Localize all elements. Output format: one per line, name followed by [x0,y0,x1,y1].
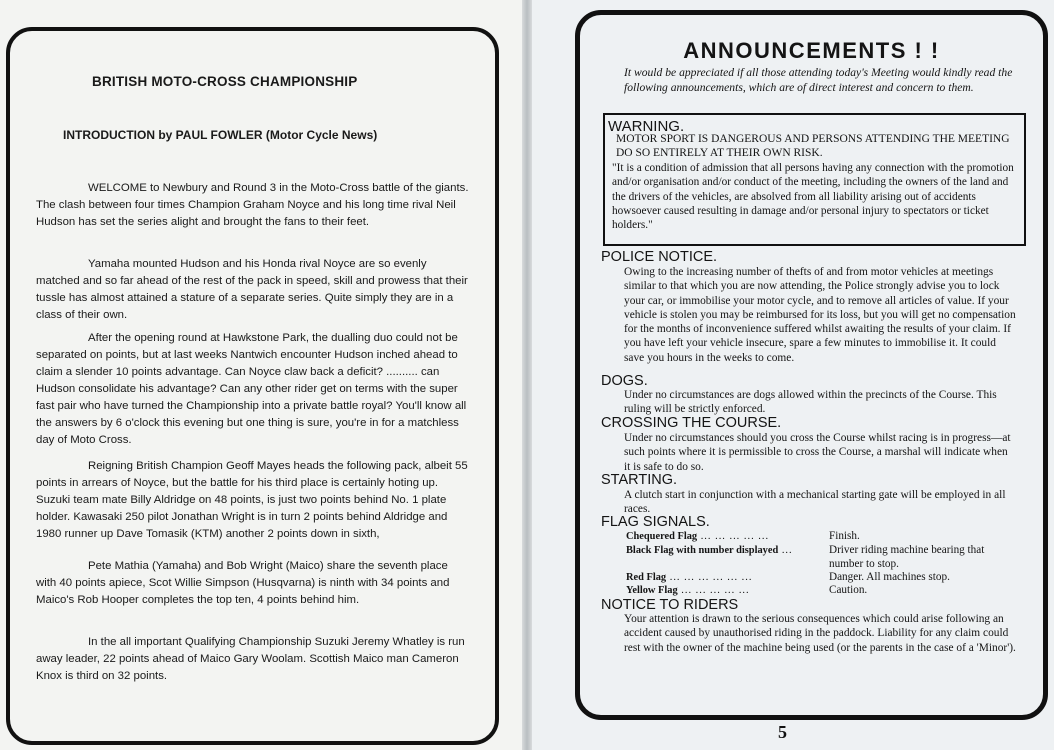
introduction-heading: INTRODUCTION by PAUL FOWLER (Motor Cycle News) [63,128,378,142]
police-notice-body: Owing to the increasing number of thefts of and from motor vehicles at meetings similar to that which you are now attending, the Police strongly advise you to lock your car, or immobilise your motor cycle, and to remove all articles of value. If your vehicle is stolen you may be reimbursed for its loss, but you will get no compensation for the months of inconvenience suffered whilst awaiting the results of your claim. If you have left your vehicle insecure, spare a few minutes to immobilise it. It could save you hours in the weeks to come. [624,266,1016,364]
crossing-body: Under no circumstances should you cross the Course whilst racing is in progress—at such points where it is permissible to cross the Course, a marshal will indicate when it is safe to do so. [624,432,1011,473]
intro-paragraph-2: Yamaha mounted Hudson and his Honda rival Noyce are so evenly matched and so far ahead of the rest of the pack in speed, skill and prowess that their tussle has almost attained a stature of a separate series. Quite simply they are in a class of their own. [36,258,468,321]
flag-meaning: Caution. [829,584,868,596]
flag-name: Yellow Flag ... ... ... ... ... [626,585,750,596]
starting-heading: STARTING. [601,472,677,488]
dogs-heading: DOGS. [601,373,648,389]
flag-signals-heading: FLAG SIGNALS. [601,514,710,530]
flag-name: Black Flag with number displayed ... [626,545,793,556]
warning-heading: WARNING. [608,118,685,135]
intro-paragraph-3: After the opening round at Hawkstone Park, the dualling duo could not be separated on points, but at last weeks Nantwich encounter Hudson inched ahead to claim a slender 10 points advantage. Can Noyce claw back a deficit? .......... can Hudson consolidate his advantage? Can any other rider get on terms with the super fast pair who have turned the Championship into a private battle royal? You'll know all the answers by 6 o'clock this evening but one thing is sure, you're in for a matchless day of Moto Cross. [36,332,467,446]
flag-meaning: Finish. [829,530,860,542]
intro-paragraph-4: Reigning British Champion Geoff Mayes heads the following pack, albeit 55 points in arrears of Noyce, but the battle for his third place is certainly hoting up. Suzuki team mate Billy Aldridge on 48 points, is just two points behind No. 1 plate holder. Kawasaki 250 pilot Jonathan Wright is in turn 2 points behind Aldridge and 1980 runner up Dave Tomasik (KTM) another 2 points down in sixth, [36,460,468,540]
championship-title: BRITISH MOTO-CROSS CHAMPIONSHIP [92,74,358,89]
starting-body: A clutch start in conjunction with a mechanical starting gate will be employed in all races. [624,489,1006,516]
notice-to-riders-heading: NOTICE TO RIDERS [601,597,739,613]
intro-paragraph-6: In the all important Qualifying Championship Suzuki Jeremy Whatley is run away leader, 22 points ahead of Maico Gary Woolam. Scottish Maico man Cameron Knox is third on 32 points. [36,636,465,682]
book-spine [522,0,532,750]
dogs-body: Under no circumstances are dogs allowed within the precincts of the Course. This ruling will be strictly enforced. [624,389,997,416]
flag-meaning: Driver riding machine bearing that number to stop. [829,544,985,570]
flag-name: Red Flag ... ... ... ... ... ... [626,572,753,583]
announcements-title: ANNOUNCEMENTS ! ! [683,38,940,63]
intro-paragraph-5: Pete Mathia (Yamaha) and Bob Wright (Maico) share the seventh place with 40 points apiece, Scot Willie Simpson (Husqvarna) is ninth with 34 points and Maico's Rob Hooper completes the top ten, 4 points behind him. [36,560,450,606]
warning-condition: "It is a condition of admission that all persons having any connection with the promotion and/or organisation and/or conduct of the meeting, including the owners of the land and the drivers of the vehicles, are absolved from all liability arising out of accidents howsoever caused resulting in damage and/or personal injury to spectators or ticket holders." [612,162,1014,232]
page-number: 5 [778,722,787,742]
announcements-intro: It would be appreciated if all those attending today's Meeting would kindly read the following announcements, which are of direct interest and concern to them. [624,66,1013,94]
flag-meaning: Danger. All machines stop. [829,571,950,583]
intro-paragraph-1: WELCOME to Newbury and Round 3 in the Moto-Cross battle of the giants. The clash between four times Champion Graham Noyce and his long time rival Neil Hudson has set the series alight and brought the fans to their feet. [36,182,469,228]
notice-to-riders-body: Your attention is drawn to the serious consequences which could arise following an accident caused by unauthorised riding in the paddock. Liability for any claim could rest with the owner of the machine being used (or the parents in the case of a 'Minor'). [624,613,1016,654]
flag-name: Chequered Flag ... ... ... ... ... [626,531,770,542]
warning-statement: MOTOR SPORT IS DANGEROUS AND PERSONS ATTENDING THE MEETING DO SO ENTIRELY AT THEIR OWN RISK. [616,133,1010,159]
crossing-heading: CROSSING THE COURSE. [601,415,782,431]
police-notice-heading: POLICE NOTICE. [601,249,718,265]
